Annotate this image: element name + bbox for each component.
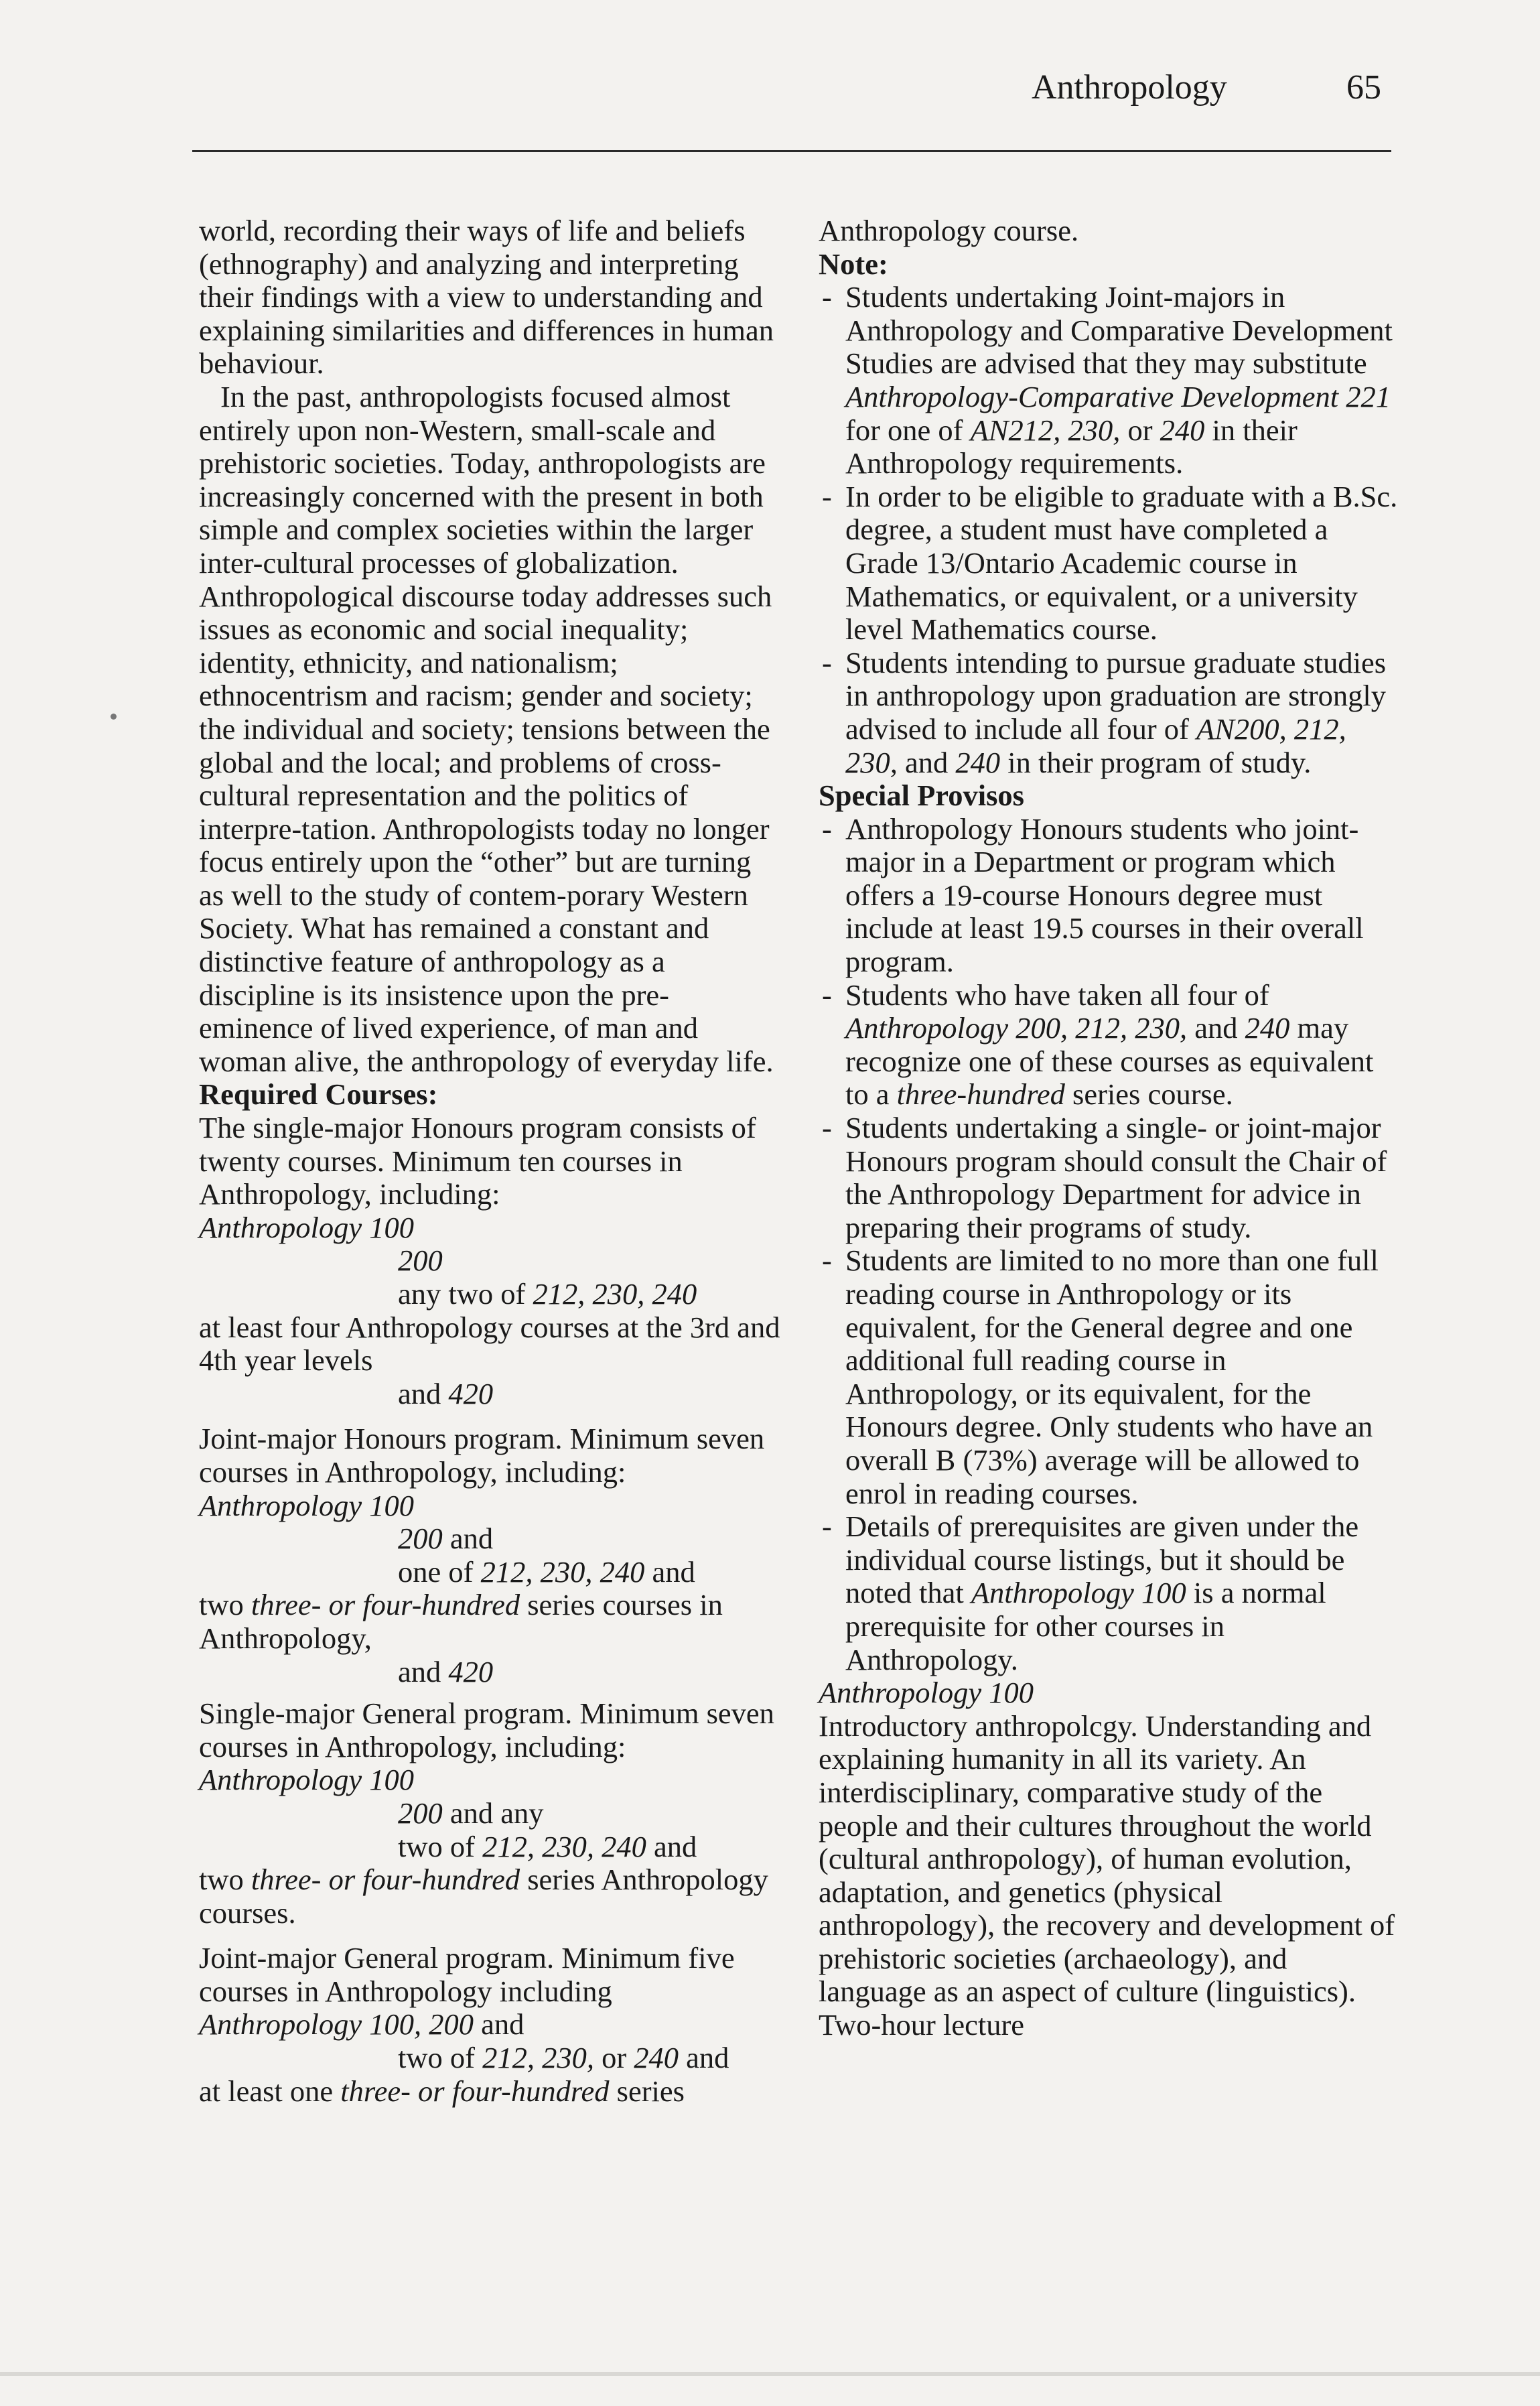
joint-honours-line-1: Anthropology 100 bbox=[199, 1488, 414, 1522]
single-honours-line-2: 200 bbox=[398, 1244, 443, 1278]
scan-speck bbox=[111, 714, 117, 720]
page-bottom-edge bbox=[0, 2372, 1540, 2376]
list-item: - Details of prerequisites are given under the individual course listings, but it should be noted that Anthropology 100 is a normal prerequisite for other courses in Anthropology. bbox=[819, 1510, 1401, 1676]
left-column bbox=[199, 214, 782, 2108]
note-heading: Note: bbox=[819, 247, 888, 281]
single-honours-intro: The single-major Honours program consists of twenty courses. Minimum ten courses in Anthropology, including: bbox=[199, 1111, 756, 1211]
joint-general-intro: Joint-major General program. Minimum five courses in Anthropology including bbox=[199, 1941, 735, 2008]
single-general-line-2: 200 and any bbox=[398, 1796, 544, 1830]
right-column bbox=[819, 214, 1401, 2042]
list-item: - Students are limited to no more than one full reading course in Anthropology or its equivalent, for the General degree and one additional full reading course in Anthropology, or its equivalent, for the Honours degree. Only students who have an overall B (73%) average will be allowed to enrol in reading courses. bbox=[819, 1244, 1401, 1510]
single-major-honours-block bbox=[199, 1112, 782, 1410]
single-general-intro: Single-major General program. Minimum seven courses in Anthropology, including: bbox=[199, 1696, 774, 1763]
joint-honours-line-5: and 420 bbox=[398, 1654, 494, 1688]
joint-general-line-2: two of 212, 230, or 240 and bbox=[398, 2041, 729, 2075]
provisos-list bbox=[819, 813, 1401, 1676]
list-item: - In order to be eligible to graduate with a B.Sc. degree, a student must have completed a Grade 13/Ontario Academic course in Mathematics, or equivalent, or a university level Mathematics course. bbox=[819, 480, 1401, 647]
single-honours-line-1: Anthropology 100 bbox=[199, 1210, 414, 1244]
single-general-line-1: Anthropology 100 bbox=[199, 1763, 414, 1797]
joint-general-line-1: Anthropology 100, 200 and bbox=[199, 2007, 524, 2042]
single-general-line-3: two of 212, 230, 240 and bbox=[398, 1829, 697, 1863]
history-paragraph: In the past, anthropologists focused almost entirely upon non-Western, small-scale and prehistoric societies. Today, anthropologists are increasingly concerned with the present in both simple and complex societies within the larger inter-cultural processes of globalization. Anthropological discourse today addresses such issues as economic and social inequality; identity, ethnicity, and nationalism; ethnocentrism and racism; gender and society; the individual and society; tensions between the global and the local; and problems of cross-cultural representation and the politics of interpre-tation. Anthropologists today no longer focus entirely upon the “other” but are turning as well to the study of contem-porary Western Society. What has remained a constant and distinctive feature of anthropology as a discipline is its insistence upon the pre-eminence of lived experience, of man and woman alive, the anthropology of everyday life. bbox=[199, 379, 774, 1078]
continued-text: Anthropology course. bbox=[819, 214, 1079, 247]
single-honours-line-5: and 420 bbox=[398, 1376, 494, 1410]
single-general-line-4: two three- or four-hundred series Anthropology courses. bbox=[199, 1863, 768, 1930]
joint-major-general-block bbox=[199, 1942, 782, 2108]
single-major-general-block bbox=[199, 1697, 782, 1930]
list-item: - Students who have taken all four of Anthropology 200, 212, 230, and 240 may recognize one of these courses as equivalent to a three-hundred series course. bbox=[819, 979, 1401, 1112]
joint-major-honours-block bbox=[199, 1422, 782, 1688]
required-courses-heading: Required Courses: bbox=[199, 1077, 438, 1112]
course-description: Introductory anthropolcgy. Understanding and explaining humanity in all its variety. An interdisciplinary, comparative study of the people and their cultures throughout the world (cultural anthropology), of human evolution, adaptation, and genetics (physical anthropology), the recovery and development of prehistoric societies (archaeology), and language as an aspect of culture (linguistics). Two-hour lecture bbox=[819, 1709, 1395, 2042]
joint-honours-line-4: two three- or four-hundred series courses in Anthropology, bbox=[199, 1588, 723, 1655]
single-honours-line-3: any two of 212, 230, 240 bbox=[398, 1277, 697, 1311]
joint-honours-line-2: 200 and bbox=[398, 1522, 494, 1556]
list-item: - Anthropology Honours students who joint-major in a Department or program which offers a 19-course Honours degree must include at least 19.5 courses in their overall program. bbox=[819, 813, 1401, 979]
course-title-anthropology-100: Anthropology 100 bbox=[819, 1676, 1034, 1710]
note-list bbox=[819, 281, 1401, 779]
page-number: 65 bbox=[1346, 68, 1381, 107]
joint-general-line-3: at least one three- or four-hundred series bbox=[199, 2074, 685, 2108]
page-header bbox=[0, 0, 1540, 161]
list-item: - Students undertaking Joint-majors in Anthropology and Comparative Development Studies are advised that they may substitute Anthropology-Comparative Development 221 for one of AN212, 230, or 240 in their Anthropology requirements. bbox=[819, 281, 1401, 480]
joint-honours-line-3: one of 212, 230, 240 and bbox=[398, 1554, 695, 1589]
single-honours-line-4: at least four Anthropology courses at the 3rd and 4th year levels bbox=[199, 1310, 780, 1378]
intro-paragraph: world, recording their ways of life and beliefs (ethnography) and analyzing and interpreting their findings with a view to understanding and explaining similarities and differences in human behaviour. bbox=[199, 214, 774, 381]
joint-honours-intro: Joint-major Honours program. Minimum seven courses in Anthropology, including: bbox=[199, 1422, 765, 1489]
header-rule bbox=[192, 150, 1391, 152]
list-item: - Students intending to pursue graduate studies in anthropology upon graduation are strongly advised to include all four of AN200, 212, 230, and 240 in their program of study. bbox=[819, 647, 1401, 779]
special-provisos-heading: Special Provisos bbox=[819, 779, 1024, 813]
running-title: Anthropology bbox=[1032, 68, 1227, 107]
list-item: - Students undertaking a single- or joint-major Honours program should consult the Chair of the Anthropology Department for advice in preparing their programs of study. bbox=[819, 1112, 1401, 1244]
